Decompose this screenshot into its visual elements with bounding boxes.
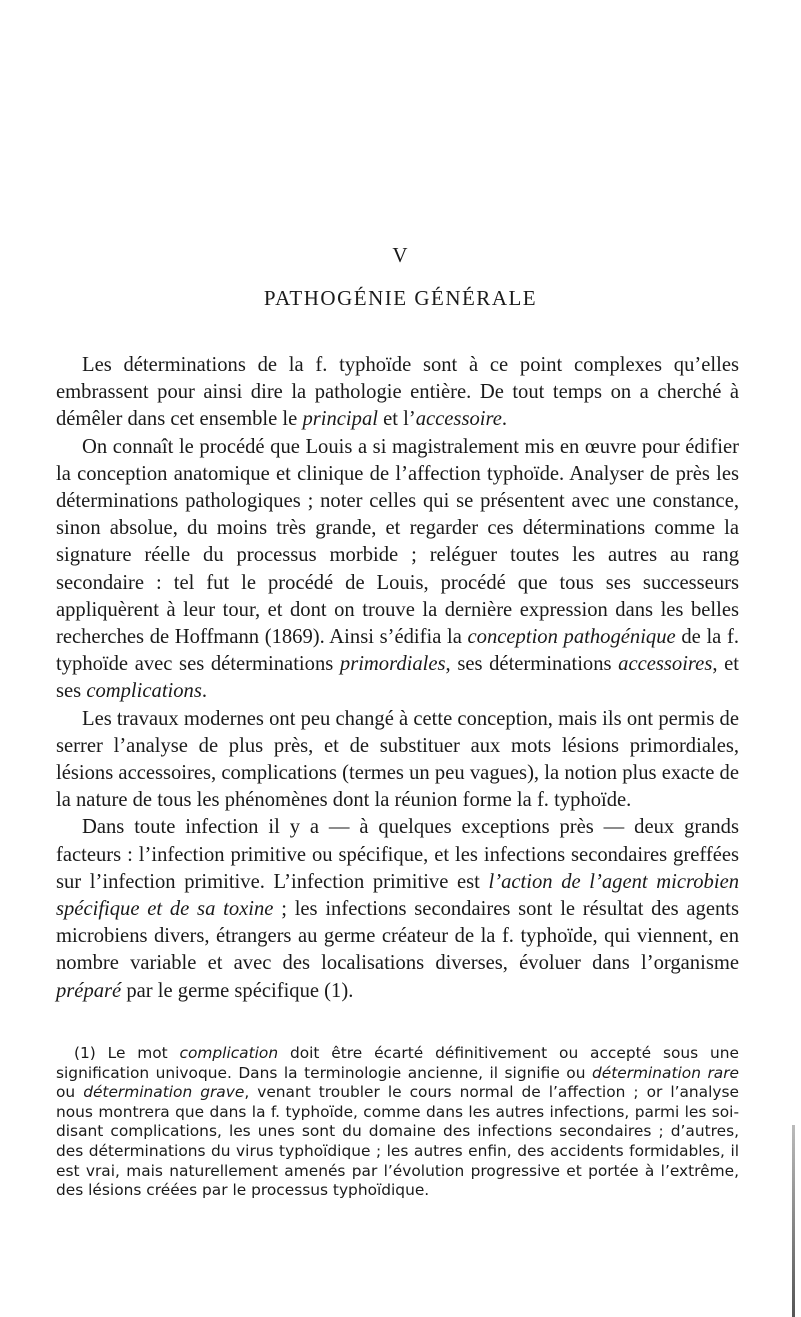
- text-run: ou: [56, 1083, 84, 1102]
- paragraph: [56, 352, 739, 434]
- italic-text: accessoires: [618, 653, 713, 676]
- italic-text: détermination grave: [83, 1083, 245, 1102]
- text-run: ; les infections secondaires sont le résultat des agents microbiens divers, étrangers au germe créateur de la f. typhoïde, qui viennent, en nombre variable et avec des localisations diverses, évoluer dans l’organisme: [56, 898, 739, 975]
- italic-text: complication: [179, 1044, 279, 1062]
- text-run: On connaît le procédé que Louis a si magistralement mis en œuvre pour édifier la conception anatomique et clinique de l’affection typhoïde. Analyser de près les déterminations pathologiques ; noter celles qui se présentent avec une constance, sinon absolue, du moins très grande, et regarder ces déterminations comme la signature réelle du processus morbide ; reléguer toutes les autres au rang secondaire : tel fut le procédé de Louis, procédé que tous ses successeurs appliquèrent à leur tour, et dont on trouve la dernière expression dans les belles recherches de Hoffmann (1869). Ainsi s’édifia la: [56, 435, 739, 649]
- text-run: par le germe spécifique (1).: [121, 979, 354, 1002]
- paragraph: [56, 434, 739, 706]
- text-run: , et ses: [56, 653, 739, 703]
- italic-text: complications: [86, 680, 202, 703]
- text-run: .: [501, 408, 508, 431]
- text-run: , ses déterminations: [445, 653, 619, 676]
- italic-text: conception pathogénique: [467, 626, 676, 649]
- text-run: Les travaux modernes ont peu changé à cette conception, mais ils ont permis de serrer l’analyse de plus près, et de substituer aux mots lésions primordiales, lésions accessoires, complications (termes un peu vagues), la notion plus exacte de la nature de tous les phénomènes dont la réunion forme la f. typhoïde.: [56, 707, 739, 812]
- italic-text: primordiales: [339, 653, 446, 676]
- text-run: et l’: [377, 408, 416, 431]
- italic-text: accessoire: [415, 408, 502, 431]
- chapter-title: PATHOGÉNIE GÉNÉRALE: [263, 286, 538, 310]
- paragraph: [56, 706, 739, 815]
- page-edge-shadow: [792, 1125, 795, 1317]
- chapter-number: V: [392, 243, 409, 267]
- text-run: doit être écarté définitivement ou accepté sous une signification univoque. Dans la terminologie ancienne, il signifie ou: [56, 1044, 739, 1082]
- italic-text: détermination rare: [591, 1063, 739, 1082]
- text-run: de la f. typhoïde avec ses déterminations: [56, 626, 739, 676]
- italic-text: préparé: [56, 979, 122, 1002]
- footnote-text: [56, 1044, 739, 1201]
- footnote: [56, 1044, 739, 1201]
- body-text: [56, 352, 739, 1005]
- italic-text: principal: [302, 408, 378, 431]
- text-run: (1) Le mot: [74, 1044, 180, 1062]
- paragraph: [56, 814, 739, 1004]
- italic-text: l’action de l’agent microbien spécifique et de sa toxine: [56, 870, 740, 921]
- text-run: .: [201, 680, 208, 703]
- text-run: , venant troubler le cours normal de l’affection ; or l’analyse nous montrera que dans la f. typhoïde, comme dans les autres infections, parmi les soi-disant complications, les unes sont du domaine des infections secondaires ; d’autres, des déterminations du virus typhoïdique ; les autres enfin, des accidents formidables, il est vrai, mais naturellement amenés par l’évolution progressive et portée à l’extrême, des lésions créées par le processus typhoïdique.: [56, 1083, 739, 1200]
- text-run: Dans toute infection il y a — à quelques exceptions près — deux grands facteurs : l’infection primitive ou spécifique, et les infections secondaires greffées sur l’infection primitive. L’infection primitive est: [56, 816, 739, 893]
- text-run: Les déterminations de la f. typhoïde sont à ce point complexes qu’elles embrassent pour ainsi dire la pathologie entière. De tout temps on a cherché à démêler dans cet ensemble le: [56, 354, 739, 431]
